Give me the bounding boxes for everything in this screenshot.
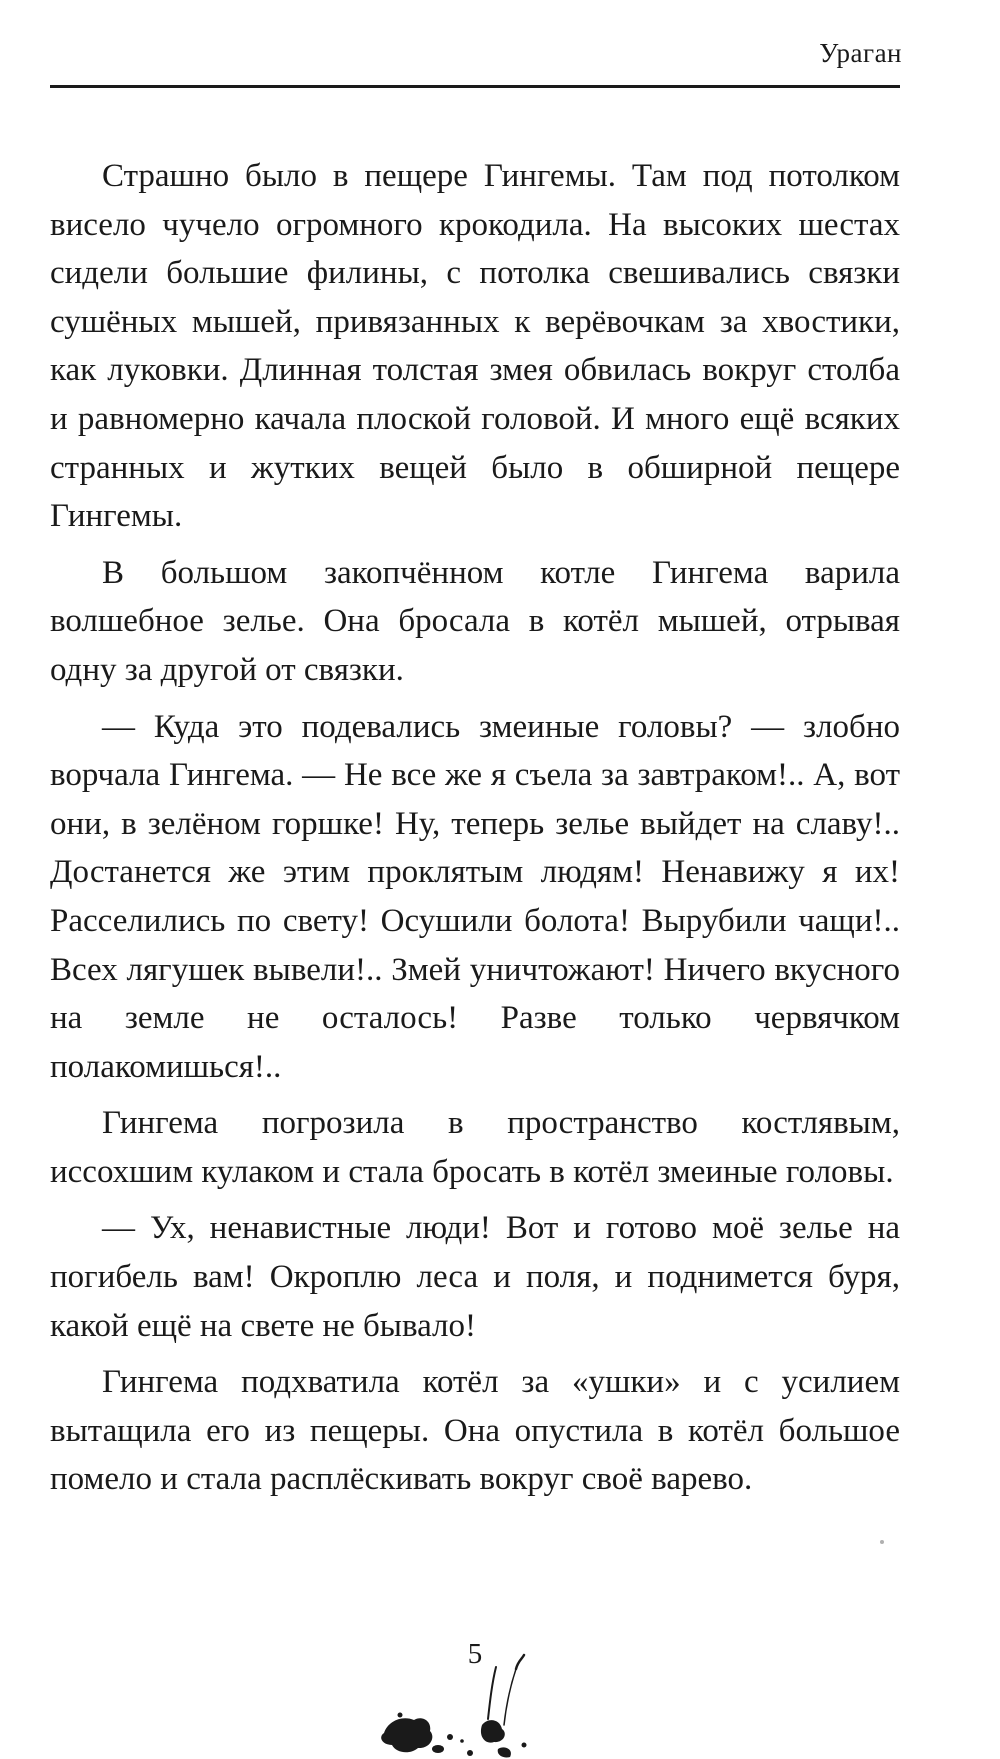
- paragraph: Страшно было в пещере Гингемы. Там под потолком висело чучело огромного крокодила. На высоких шестах сидели большие филины, с потолка свешивались связки сушёных мышей, привязанных к верёвочкам за хвостики, как луковки. Длинная толстая змея обвилась вокруг столба и равномерно качала плоской головой. И много ещё всяких странных и жутких вещей было в обширной пещере Гингемы.: [50, 158, 900, 535]
- header-rule: [50, 85, 900, 88]
- paper-speck: [880, 1540, 884, 1544]
- page-number: 5: [467, 1638, 483, 1670]
- running-title: Ураган: [819, 38, 902, 68]
- paragraph: — Ух, ненавистные люди! Вот и готово моё зелье на погибель вам! Окроплю леса и поля, и поднимется буря, какой ещё на свете не бывало!: [50, 1210, 900, 1344]
- paragraph: Гингема подхватила котёл за «ушки» и с усилием вытащила его из пещеры. Она опустила в котёл большое помело и стала расплёскивать вокруг своё варево.: [50, 1364, 900, 1498]
- paragraph: В большом закопчённом котле Гингема варила волшебное зелье. Она бросала в котёл мышей, отрывая одну за другой от связки.: [50, 554, 900, 688]
- paragraph: — Куда это подевались змеиные головы? — злобно ворчала Гингема. — Не все же я съела за завтраком!.. А, вот они, в зелёном горшке! Ну, теперь зелье выйдет на славу!.. Достанется же этим проклятым людям! Ненавижу я их! Расселились по свету! Осушили болота! Вырубили чащи!.. Всех лягушек вывели!.. Змей уничтожают! Ничего вкусного на земле не осталось! Разве только червячком полакомишься!..: [50, 708, 900, 1085]
- page-text: [50, 152, 900, 1504]
- paragraph: Гингема погрозила в пространство костлявым, иссохшим кулаком и стала бросать в котёл змеиные головы.: [50, 1105, 900, 1190]
